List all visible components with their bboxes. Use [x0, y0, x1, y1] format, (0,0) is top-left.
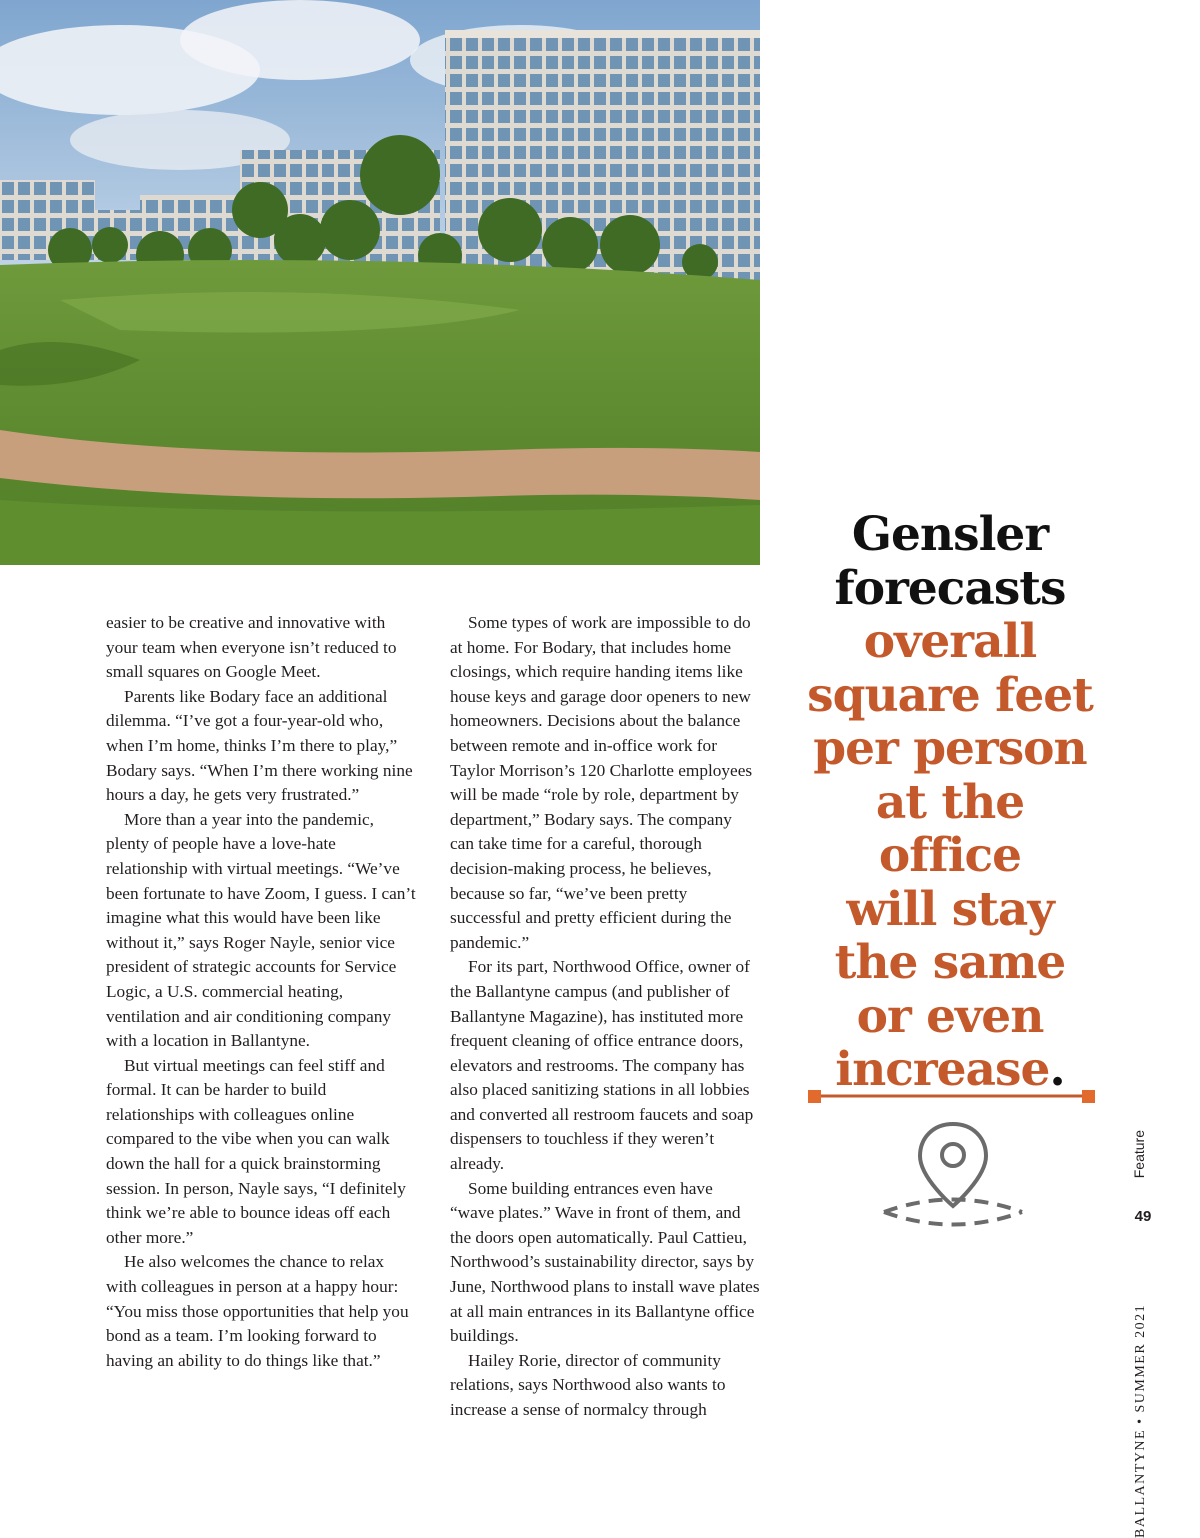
paragraph: easier to be creative and innovative with your team when everyone isn’t reduced to small squares on Google Meet. [106, 613, 397, 682]
article-column-1 [106, 611, 416, 1373]
map-pin-icon [884, 1124, 1022, 1225]
paragraph: Hailey Rorie, director of community relations, says Northwood also wants to increase a sense of normalcy through [450, 1350, 726, 1419]
article-column-2 [450, 611, 760, 1423]
magazine-issue-label: BALLANTYNE • SUMMER 2021 [1133, 1303, 1148, 1538]
decorative-divider [806, 1082, 1101, 1237]
pull-quote-line: increase [835, 1042, 1050, 1097]
page-number: 49 [1134, 1208, 1152, 1225]
pull-quote-line: the same [834, 935, 1066, 990]
pull-quote-line: forecasts [834, 560, 1066, 616]
page-footer-vertical [1131, 1130, 1161, 1538]
pull-quote-period: . [1049, 1042, 1065, 1097]
pull-quote-line: Gensler [851, 507, 1049, 562]
paragraph: Parents like Bodary face an additional dilemma. “I’ve got a four-year-old who, when I’m home, thinks I’m there to play,” Bodary says. “When I’m there working nine hours a day, he gets very frustrated.” [106, 686, 413, 805]
pull-quote-line: at the office [875, 774, 1025, 883]
pull-quote-line: overall [863, 614, 1037, 669]
paragraph: But virtual meetings can feel stiff and formal. It can be harder to build relationships with colleagues online compared to the vibe when you can walk down the hall for a quick brainstorming session. In person, Nayle says, “I definitely think we’re able to bounce ideas off each other more.” [106, 1055, 406, 1247]
pull-quote-line: or even [856, 988, 1044, 1044]
office-campus-photo [0, 0, 760, 565]
paragraph: Some building entrances even have “wave plates.” Wave in front of them, and the doors open automatically. Paul Cattieu, Northwood’s sustainability director, says by June, Northwood plans to install wave plates at all main entrances in its Ballantyne office buildings. [450, 1178, 760, 1346]
pull-quote-line: per person [813, 721, 1087, 776]
pull-quote-line: will stay [846, 881, 1054, 937]
pull-quote [800, 508, 1100, 1097]
paragraph: He also welcomes the chance to relax with colleagues in person at a happy hour: “You miss those opportunities that help you bond as a team. I’m looking forward to having an ability to do things like that.” [106, 1252, 409, 1370]
paragraph: More than a year into the pandemic, plenty of people have a love-hate relationship with virtual meetings. “We’ve been fortunate to have Zoom, I guess. I can’t imagine what this would have been like without it,” says Roger Nayle, senior vice president of strategic accounts for Service Logic, a U.S. commercial heating, ventilation and air conditioning company with a location in Ballantyne. [106, 809, 416, 1051]
pull-quote-line: square feet [807, 667, 1093, 723]
paragraph: Some types of work are impossible to do at home. For Bodary, that includes home closings, which require handing items like house keys and garage door openers to new homeowners. Decisions about the balance between remote and in-office work for Taylor Morrison’s 120 Charlotte employees will be made “role by role, department by department,” Bodary says. The company can take time for a careful, thorough decision-making process, he believes, because so far, “we’ve been pretty successful and pretty efficient during the pandemic.” [450, 613, 753, 952]
section-label: Feature [1131, 1130, 1147, 1179]
paragraph: For its part, Northwood Office, owner of the Ballantyne campus (and publisher of Ballantyne Magazine), has instituted more frequent cleaning of office entrance doors, elevators and restrooms. The company has also placed sanitizing stations in all lobbies and converted all restroom faucets and soap dispensers to touchless if they weren’t already. [450, 957, 754, 1174]
